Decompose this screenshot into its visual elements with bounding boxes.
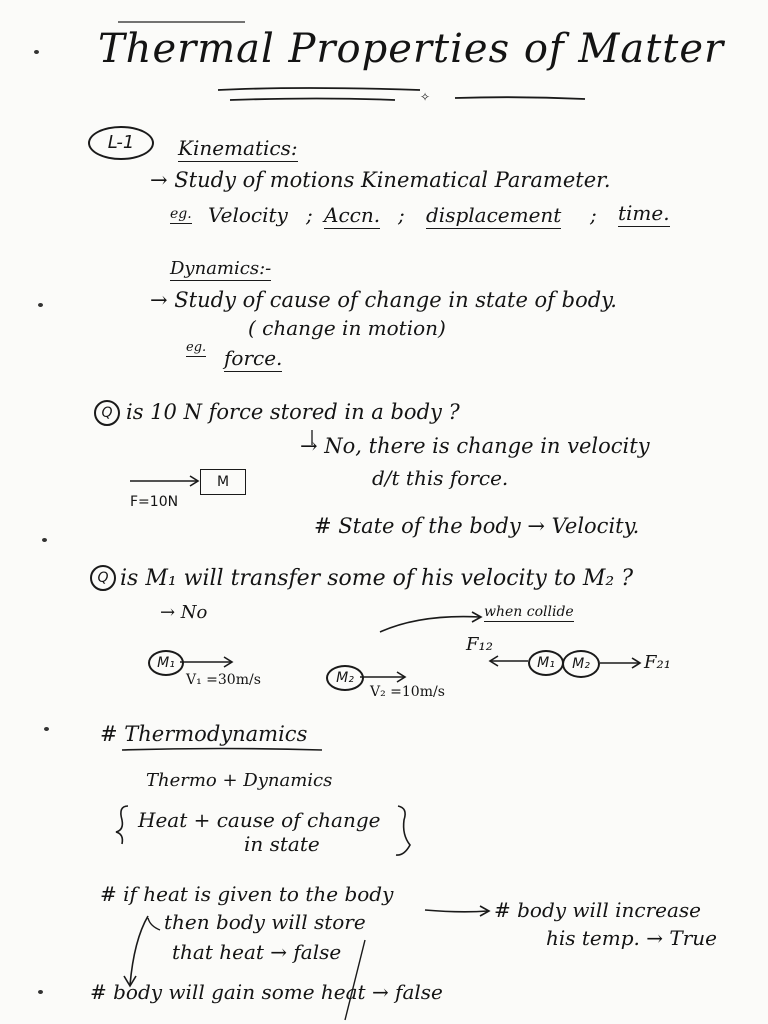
answer-2: → No <box>160 602 208 623</box>
collide-m1: M₁ <box>528 650 564 676</box>
thermo-meaning-1: Heat + cause of change <box>138 808 381 832</box>
mass-box: M <box>200 469 246 495</box>
force-label: F=10N <box>130 494 179 510</box>
question-marker: Q <box>90 565 116 591</box>
kinematics-example-4: time. <box>618 201 670 225</box>
velocity-v2: V₂ =10m/s <box>370 684 445 700</box>
collide-label: when collide <box>484 604 574 620</box>
temp-increase-line-1: # body will increase <box>494 898 701 922</box>
state-note: # State of the body → Velocity. <box>314 514 640 538</box>
collide-m2: M₂ <box>562 650 600 678</box>
binder-hole <box>38 990 43 994</box>
kinematics-eg-label: eg. <box>170 206 192 222</box>
body-m1: M₁ <box>148 650 184 676</box>
lecture-tag: L-1 <box>88 126 154 160</box>
kinematics-sep: ; <box>398 203 405 227</box>
question-1: is 10 N force stored in a body ? <box>126 400 460 424</box>
answer-1-line-2: d/t this force. <box>372 466 509 490</box>
kinematics-example-2: Accn. <box>324 203 381 227</box>
thermodynamics-heading: # Thermodynamics <box>100 722 308 746</box>
gain-heat-false: # body will gain some heat → false <box>90 980 443 1004</box>
temp-increase-line-2: his temp. → True <box>546 926 717 950</box>
question-2: is M₁ will transfer some of his velocity to M₂ ? <box>120 566 634 591</box>
binder-hole <box>38 303 43 307</box>
answer-1-line-1: → No, there is change in velocity <box>300 434 650 458</box>
dynamics-eg-label: eg. <box>186 340 207 355</box>
dynamics-definition: → Study of cause of change in state of body. <box>150 288 617 312</box>
heat-store-false: that heat → false <box>172 940 342 964</box>
kinematics-sep: ; <box>306 203 313 227</box>
page-title: Thermal Properties of Matter <box>98 26 725 72</box>
force-f12: F₁₂ <box>466 634 493 655</box>
thermo-meaning-2: in state <box>244 832 320 856</box>
binder-hole <box>42 538 47 542</box>
thermo-split: Thermo + Dynamics <box>146 770 333 791</box>
question-marker: Q <box>94 400 120 426</box>
force-f21: F₂₁ <box>644 652 671 673</box>
dynamics-heading: Dynamics:- <box>170 258 272 279</box>
heat-statement: # if heat is given to the body <box>100 882 394 906</box>
kinematics-example-1: Velocity <box>208 203 288 227</box>
kinematics-example-3: displacement <box>426 203 562 227</box>
kinematics-sep: ; <box>590 203 597 227</box>
svg-text:✧: ✧ <box>420 90 431 104</box>
kinematics-definition: → Study of motions Kinematical Parameter. <box>150 168 611 192</box>
dynamics-example: force. <box>224 346 283 370</box>
body-m2: M₂ <box>326 665 364 691</box>
dynamics-note: ( change in motion) <box>248 316 446 340</box>
kinematics-heading: Kinematics: <box>178 136 298 160</box>
binder-hole <box>34 50 39 54</box>
heat-store-line: then body will store <box>164 910 366 934</box>
velocity-v1: V₁ =30m/s <box>186 672 261 688</box>
binder-hole <box>44 727 49 731</box>
